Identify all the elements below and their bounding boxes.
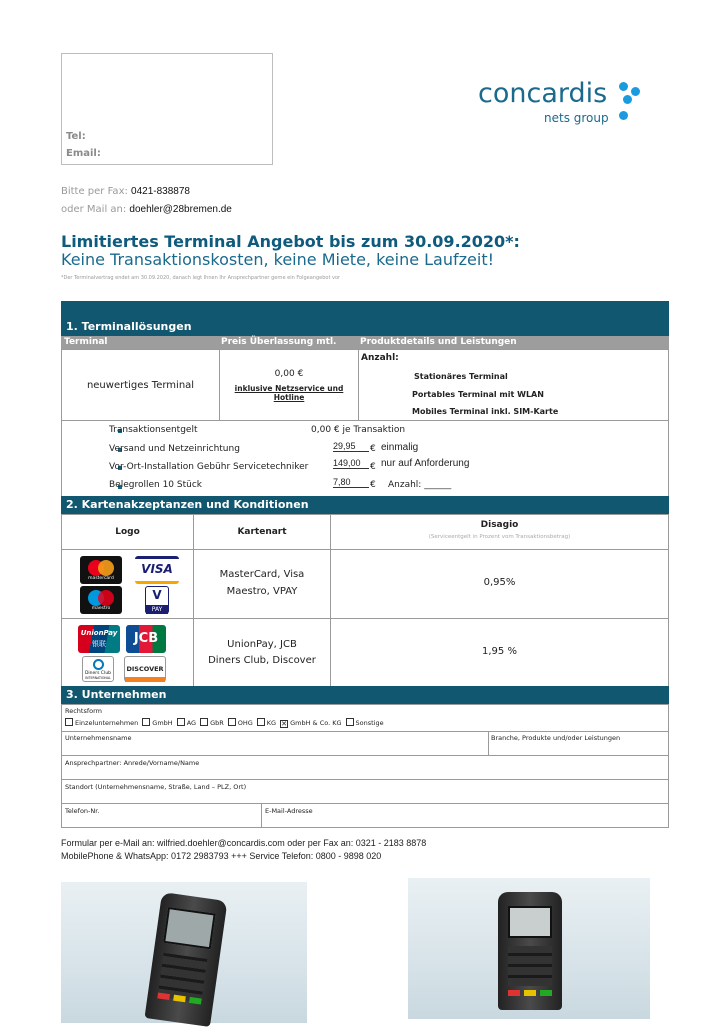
rechtsform-options bbox=[65, 718, 388, 728]
section3-form bbox=[61, 704, 669, 828]
disagio-note: (Serviceentgelt in Prozent vom Transaktionsbetrag) bbox=[428, 534, 571, 540]
checkbox-icon[interactable] bbox=[65, 718, 73, 726]
diners-club-icon: Diners Club INTERNATIONAL bbox=[82, 656, 114, 682]
terminal-photo-left bbox=[61, 882, 307, 1023]
email-label: Email: bbox=[66, 148, 101, 159]
rechtsform-option[interactable] bbox=[142, 719, 172, 727]
ansprechpartner-field[interactable]: Ansprechpartner: Anrede/Vorname/Name bbox=[65, 759, 200, 767]
rechtsform-option[interactable] bbox=[200, 719, 224, 727]
fee-extra[interactable]: Anzahl: ______ bbox=[388, 480, 452, 490]
headline-note: *Der Terminalvertrag endet am 30.09.2020, danach legt Ihnen Ihr Ansprechpartner gerne ein Folgeangebot vor bbox=[61, 275, 341, 281]
mail-line bbox=[61, 204, 232, 215]
logo-dot-icon bbox=[631, 87, 640, 96]
logo-name: concardis bbox=[478, 78, 608, 109]
rechtsform-option-label: AG bbox=[186, 719, 197, 727]
footer-line1: Formular per e-Mail an: wilfried.doehler@concardis.com oder per Fax an: 0321 - 2183 8878 bbox=[61, 838, 427, 848]
checkbox-icon[interactable] bbox=[142, 718, 150, 726]
headline-title: Limitiertes Terminal Angebot bis zum 30.09.2020*: bbox=[61, 232, 520, 251]
logo-dot-icon bbox=[623, 95, 632, 104]
section1-title: 1. Terminallösungen bbox=[66, 320, 192, 333]
col-logo: Logo bbox=[115, 527, 140, 537]
headline-subtitle: Keine Transaktionskosten, keine Miete, keine Laufzeit! bbox=[61, 250, 494, 269]
checkbox-icon[interactable] bbox=[177, 718, 185, 726]
logo-dot-icon bbox=[619, 111, 628, 120]
checkbox-icon[interactable] bbox=[228, 718, 236, 726]
terminal-photo-right bbox=[408, 878, 650, 1019]
rechtsform-option[interactable] bbox=[257, 719, 276, 727]
fax-value: 0421-838878 bbox=[131, 186, 190, 197]
fee-value[interactable]: 149,00 bbox=[333, 458, 369, 469]
rechtsform-option[interactable] bbox=[346, 719, 384, 727]
rechtsform-option-label: OHG bbox=[237, 719, 253, 727]
discover-icon: DISCOVER bbox=[124, 656, 166, 682]
checkbox-icon[interactable]: ✕ bbox=[281, 720, 288, 728]
fee-label: Transaktionsentgelt bbox=[109, 425, 198, 435]
fee-label: Vor-Ort-Installation Gebühr Servicetechniker bbox=[109, 462, 309, 472]
standort-field[interactable]: Standort (Unternehmensname, Straße, Land – PLZ, Ort) bbox=[65, 783, 247, 791]
rechtsform-option-label: GbR bbox=[210, 719, 224, 727]
logo-sub: nets group bbox=[544, 111, 609, 125]
fax-label: Bitte per Fax: bbox=[61, 186, 128, 197]
section2-title: 2. Kartenakzeptanzen und Konditionen bbox=[61, 496, 669, 514]
disagio-value: 1,95 % bbox=[482, 646, 517, 657]
fax-line bbox=[61, 186, 190, 197]
product-item[interactable]: Mobiles Terminal inkl. SIM-Karte bbox=[412, 407, 559, 416]
terminal-row bbox=[61, 349, 669, 421]
rechtsform-option[interactable] bbox=[65, 719, 138, 727]
mail-value[interactable]: doehler@28bremen.de bbox=[129, 204, 232, 215]
kartenart-line: MasterCard, Visa bbox=[219, 569, 305, 580]
fee-unit: € bbox=[370, 462, 376, 472]
section1-header bbox=[61, 301, 669, 336]
section2-table bbox=[61, 514, 669, 690]
fee-value[interactable]: 7,80 bbox=[333, 477, 369, 488]
checkbox-icon[interactable] bbox=[257, 718, 265, 726]
email-field[interactable]: E-Mail-Adresse bbox=[265, 807, 313, 815]
rechtsform-option-label: GmbH bbox=[152, 719, 173, 727]
fee-extra: nur auf Anforderung bbox=[381, 458, 470, 469]
terminal-name: neuwertiges Terminal bbox=[86, 380, 195, 391]
telefon-field[interactable]: Telefon-Nr. bbox=[65, 807, 100, 815]
rechtsform-option-label: Einzelunternehmen bbox=[75, 719, 139, 727]
rechtsform-option[interactable] bbox=[177, 719, 196, 727]
checkbox-icon[interactable] bbox=[346, 718, 354, 726]
footer-line2: MobilePhone & WhatsApp: 0172 2983793 +++ Service Telefon: 0800 - 9898 020 bbox=[61, 851, 382, 861]
vpay-icon: V PAY bbox=[145, 586, 169, 614]
terminal-price: 0,00 € bbox=[274, 369, 304, 379]
terminal-device-icon bbox=[144, 892, 227, 1027]
concardis-logo bbox=[478, 78, 648, 128]
rechtsform-option-label: KG bbox=[266, 719, 277, 727]
col-disagio: Disagio bbox=[480, 520, 519, 530]
fees-block bbox=[61, 421, 669, 496]
logo-dot-icon bbox=[619, 82, 628, 91]
visa-icon: VISA bbox=[135, 556, 179, 584]
mastercard-icon: mastercard bbox=[80, 556, 122, 584]
fee-value: 0,00 € je Transaktion bbox=[311, 425, 406, 435]
mail-label: oder Mail an: bbox=[61, 204, 127, 215]
kartenart-line: UnionPay, JCB bbox=[227, 639, 297, 650]
rechtsform-option[interactable] bbox=[228, 719, 253, 727]
checkbox-icon[interactable] bbox=[200, 718, 208, 726]
fee-unit: € bbox=[370, 444, 376, 454]
unionpay-icon: UnionPay 银联 bbox=[78, 625, 120, 653]
section3-title: 3. Unternehmen bbox=[61, 686, 669, 704]
product-item[interactable]: Portables Terminal mit WLAN bbox=[412, 390, 544, 399]
rechtsform-option-label: Sonstige bbox=[355, 719, 384, 727]
col-kartenart: Kartenart bbox=[237, 527, 287, 537]
kartenart-line: Diners Club, Discover bbox=[208, 655, 316, 666]
disagio-value: 0,95% bbox=[483, 577, 516, 588]
address-box bbox=[61, 53, 273, 165]
unternehmensname-field[interactable]: Unternehmensname bbox=[65, 734, 132, 742]
product-item[interactable]: Stationäres Terminal bbox=[414, 372, 508, 381]
col-preis: Preis Überlassung mtl. bbox=[221, 337, 337, 347]
branche-field[interactable]: Branche, Produkte und/oder Leistungen bbox=[491, 734, 621, 742]
rechtsform-option[interactable] bbox=[280, 719, 341, 727]
fee-unit: € bbox=[370, 480, 376, 490]
rechtsform-label: Rechtsform bbox=[65, 707, 103, 715]
fee-value[interactable]: 29,95 bbox=[333, 441, 369, 452]
maestro-icon: maestro bbox=[80, 586, 122, 614]
terminal-price-note: inklusive Netzservice und Hotline bbox=[234, 384, 344, 402]
terminal-device-icon bbox=[498, 892, 562, 1010]
fee-extra: einmalig bbox=[381, 442, 419, 453]
fee-label: Versand und Netzeinrichtung bbox=[109, 444, 240, 454]
kartenart-line: Maestro, VPAY bbox=[226, 586, 298, 597]
section1-subhead bbox=[61, 336, 669, 349]
jcb-icon: JCB bbox=[126, 625, 166, 653]
col-produkt: Produktdetails und Leistungen bbox=[360, 337, 517, 347]
rechtsform-option-label: GmbH & Co. KG bbox=[290, 719, 342, 727]
col-terminal: Terminal bbox=[64, 337, 108, 347]
tel-label: Tel: bbox=[66, 131, 86, 142]
anzahl-label: Anzahl: bbox=[361, 353, 399, 363]
fee-label: Belegrollen 10 Stück bbox=[109, 480, 202, 490]
